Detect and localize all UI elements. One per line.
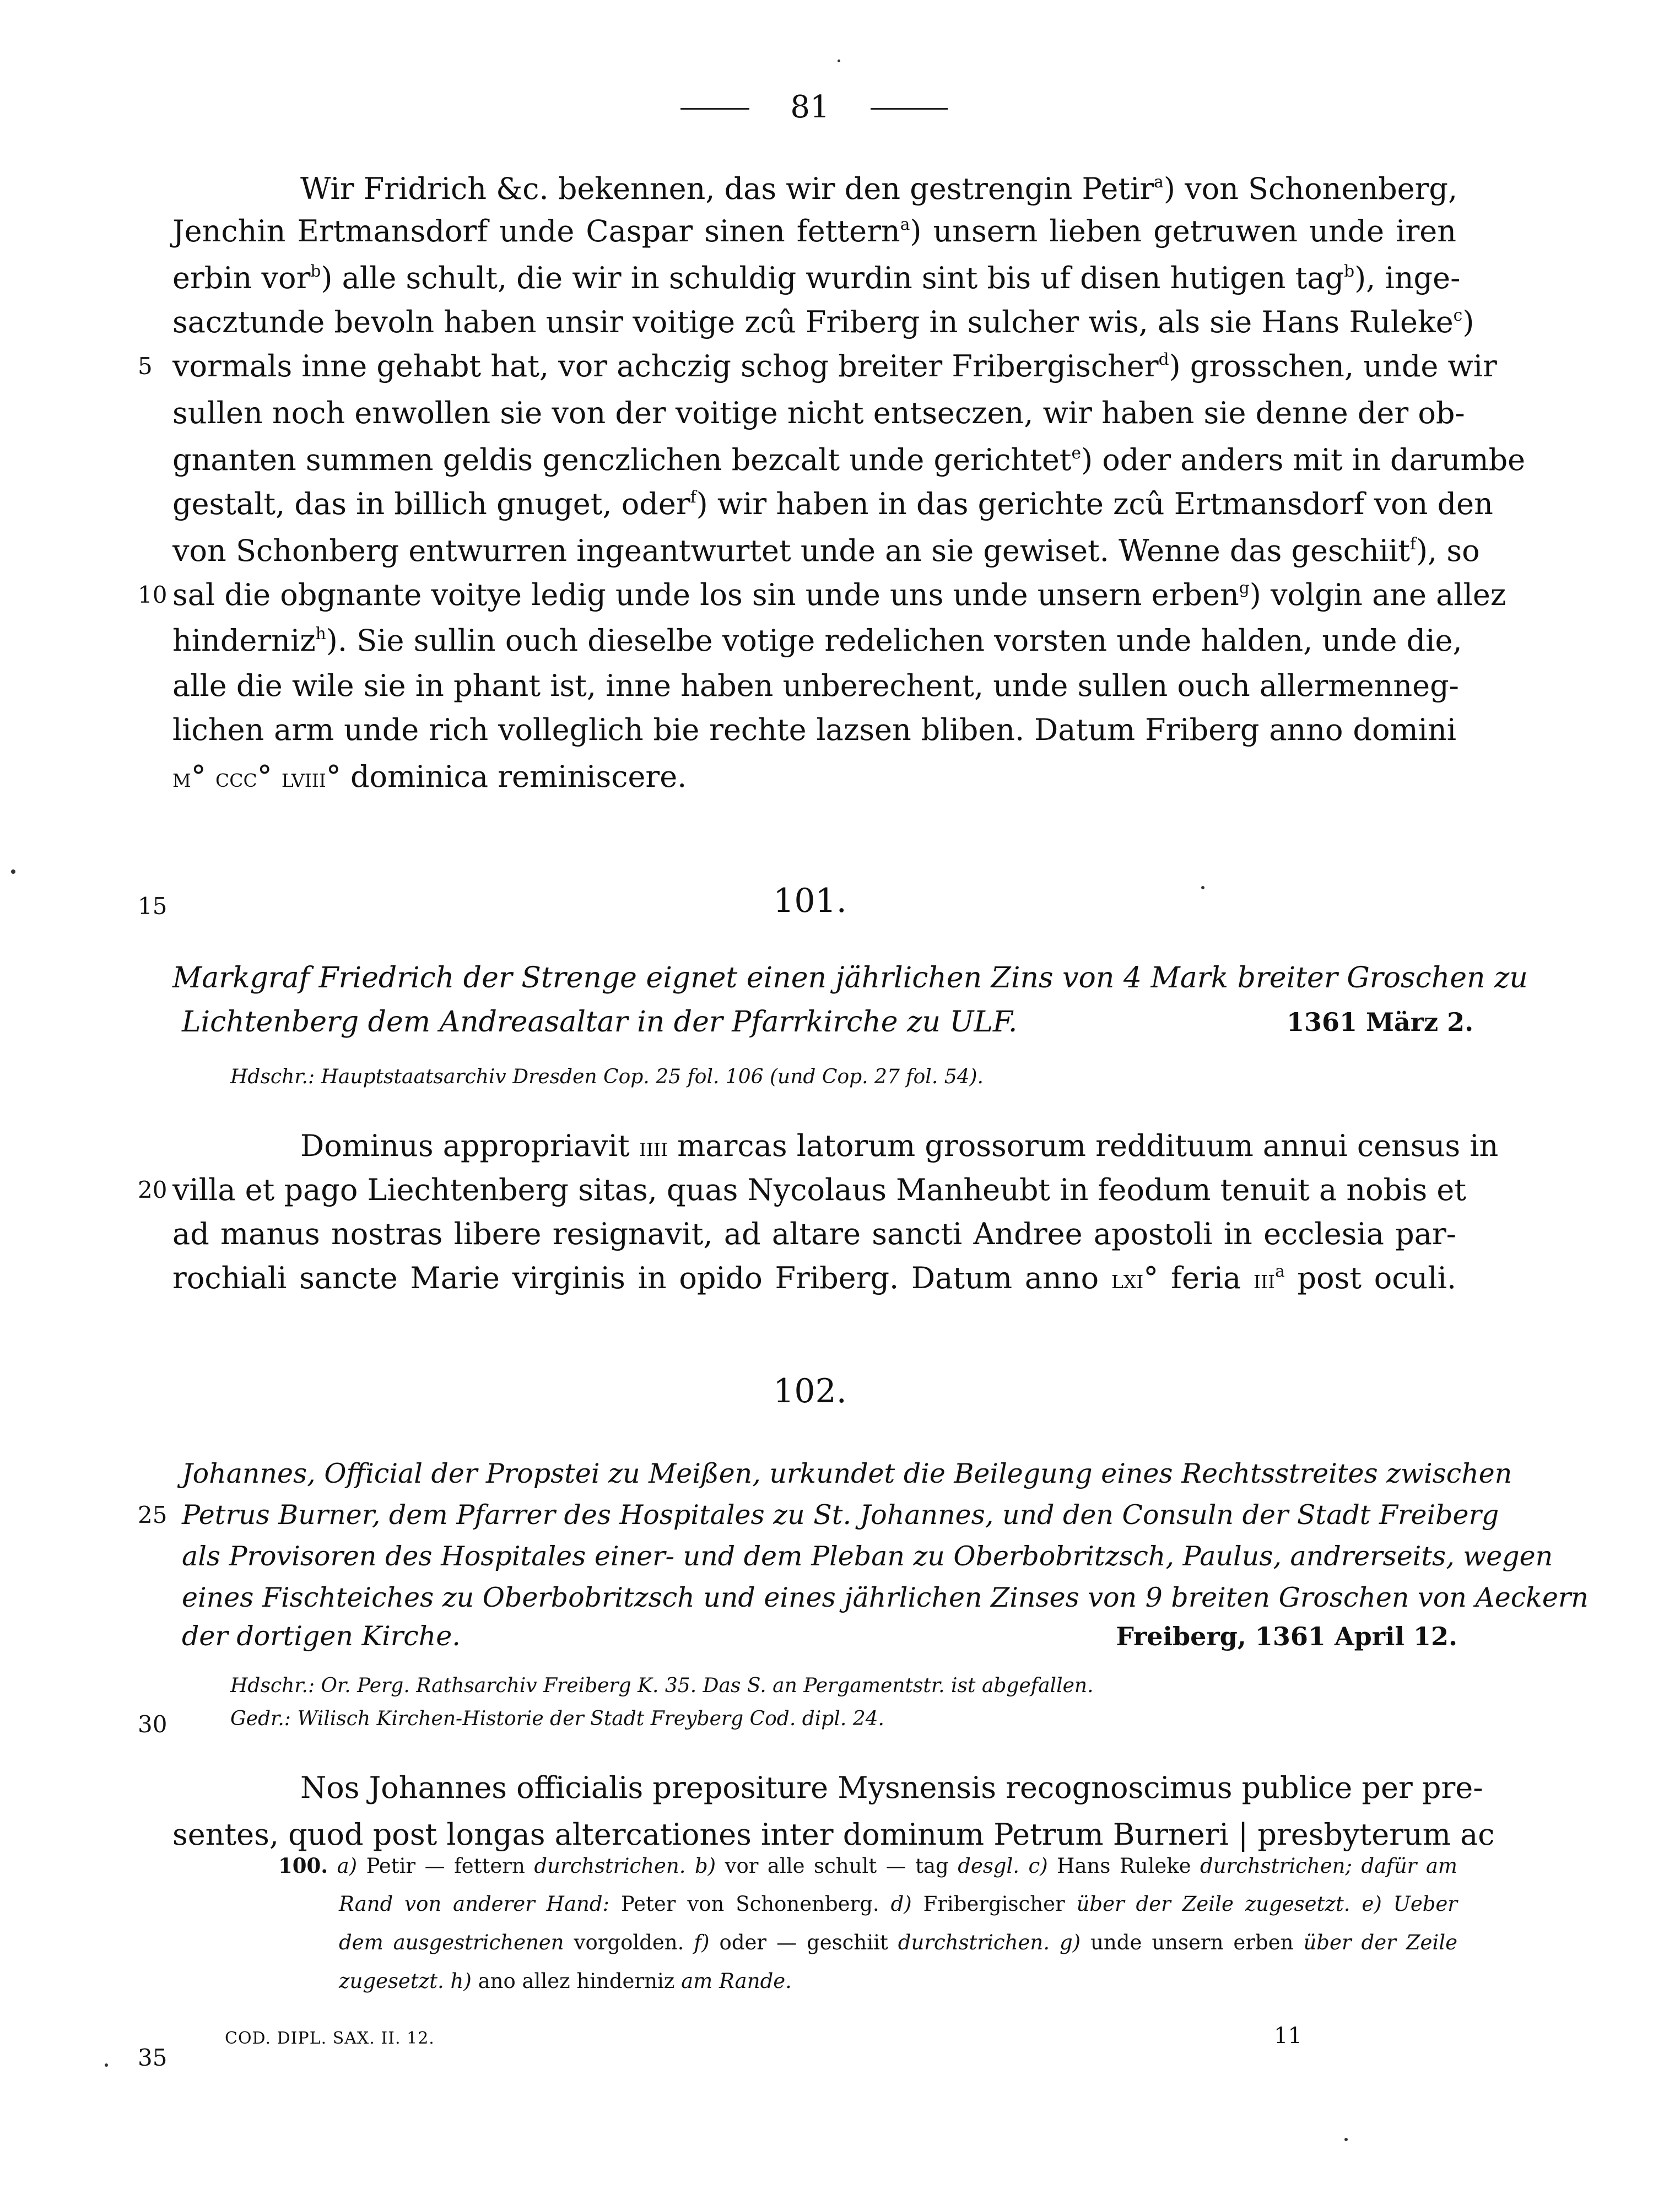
text-line: sentes, quod post longas altercationes inter dominum Petrum Burneri | presbyterum ac: [172, 1817, 1495, 1852]
line-number: 30: [138, 1711, 168, 1738]
speck: [11, 869, 15, 874]
line-number: 15: [138, 893, 168, 920]
document-number: 101.: [773, 882, 847, 920]
text-line: gnanten summen geldis genczlichen bezcalt unde gerichtet$^e$) oder anders mit in darumbe: [172, 442, 1526, 477]
text-line: alle die wile sie in phant ist, inne haben unberechent, unde sullen ouch allermenneg-: [172, 668, 1459, 703]
text-line: sal die obgnante voitye ledig unde los sin unde uns unde unsern erben$^g$) volgin ane allez: [172, 577, 1506, 612]
header-rule-left: [680, 108, 749, 110]
line-number: 20: [138, 1176, 168, 1203]
regest-line: der dortigen Kirche.: [182, 1620, 461, 1652]
line-number: 10: [138, 581, 168, 608]
regest-line: eines Fischteiches zu Oberbobritzsch und eines jährlichen Zinses von 9 breiten Groschen von Aeckern: [182, 1582, 1589, 1613]
text-line: lichen arm unde rich volleglich bie rechte lazsen bliben. Datum Friberg anno domini: [172, 712, 1456, 747]
text-line: Dominus appropriavit iiii marcas latorum grossorum reddituum annui census in: [300, 1128, 1499, 1163]
text-line: Nos Johannes officialis prepositure Mysnensis recognoscimus publice per pre-: [300, 1770, 1483, 1805]
text-line: sullen noch enwollen sie von der voitige nicht entseczen, wir haben sie denne der ob-: [172, 396, 1465, 430]
regest-line: als Provisoren des Hospitales einer- und dem Pleban zu Oberbobritzsch, Paulus, andrerseits, wegen: [182, 1541, 1553, 1572]
speck: [105, 2063, 108, 2067]
regest-line: Lichtenberg dem Andreasaltar in der Pfarrkirche zu ULF.: [182, 1006, 1018, 1039]
text-line: rochiali sancte Marie virginis in opido Friberg. Datum anno lxi° feria iii$^a$ post oculi.: [172, 1261, 1456, 1295]
speck: [1201, 886, 1204, 889]
footnote-line: Rand von anderer Hand: Peter von Schonenberg. d) Fribergischer über der Zeile zugesetzt. e) Ueber: [339, 1892, 1457, 1916]
signature-mark: COD. DIPL. SAX. II. 12.: [225, 2029, 435, 2048]
speck: [838, 60, 840, 62]
footnote-line: dem ausgestrichenen vorgolden. f) oder — geschiit durchstrichen. g) unde unsern erben über der Zeile: [339, 1931, 1457, 1954]
text-line: von Schonberg entwurren ingeantwurtet unde an sie gewiset. Wenne das geschiit$^f$), so: [172, 533, 1480, 568]
document-date: Freiberg, 1361 April 12.: [1116, 1622, 1457, 1651]
document-number: 102.: [773, 1372, 847, 1411]
document-date: 1361 März 2.: [1287, 1007, 1474, 1037]
page-number: 81: [790, 89, 830, 125]
footnote-line: zugesetzt. h) ano allez hinderniz am Rande.: [339, 1969, 792, 1993]
text-line: sacztunde bevoln haben unsir voitige zcû Friberg in sulcher wis, als sie Hans Ruleke$^c$): [172, 305, 1474, 339]
text-line: m° ccc° lviii° dominica reminiscere.: [172, 759, 687, 794]
regest-line: Johannes, Official der Propstei zu Meißen, urkundet die Beilegung eines Rechtsstreites zwischen: [182, 1458, 1512, 1489]
sheet-number: 11: [1274, 2023, 1302, 2049]
source-note: Hdschr.: Hauptstaatsarchiv Dresden Cop. 25 fol. 106 (und Cop. 27 fol. 54).: [230, 1066, 984, 1088]
text-line: Jenchin Ertmansdorf unde Caspar sinen fettern$^a$) unsern lieben getruwen unde iren: [172, 214, 1457, 248]
line-number: 25: [138, 1501, 168, 1528]
text-line: gestalt, das in billich gnuget, oder$^f$) wir haben in das gerichte zcû Ertmansdorf von den: [172, 487, 1493, 521]
text-line: erbin vor$^b$) alle schult, die wir in schuldig wurdin sint bis uf disen hutigen tag$^b$), inge-: [172, 261, 1461, 295]
source-note: Gedr.: Wilisch Kirchen-Historie der Stadt Freyberg Cod. dipl. 24.: [230, 1708, 884, 1730]
regest-line: Petrus Burner, dem Pfarrer des Hospitales zu St. Johannes, und den Consuln der Stadt Freiberg: [182, 1499, 1499, 1531]
regest-line: Markgraf Friedrich der Strenge eignet einen jährlichen Zins von 4 Mark breiter Groschen zu: [172, 961, 1528, 995]
header-rule-right: [871, 108, 948, 110]
source-note: Hdschr.: Or. Perg. Rathsarchiv Freiberg K. 35. Das S. an Pergamentstr. ist abgefallen.: [230, 1674, 1094, 1697]
text-line: ad manus nostras libere resignavit, ad altare sancti Andree apostoli in ecclesia par-: [172, 1217, 1456, 1251]
text-line: hinderniz$^h$). Sie sullin ouch dieselbe votige redelichen vorsten unde halden, unde die,: [172, 623, 1462, 658]
line-number: 35: [138, 2044, 168, 2071]
text-line: vormals inne gehabt hat, vor achczig schog breiter Fribergischer$^d$) grosschen, unde wir: [172, 349, 1497, 383]
footnote-line: 100. a) Petir — fettern durchstrichen. b) vor alle schult — tag desgl. c) Hans Ruleke durchstrichen; dafür am: [278, 1854, 1457, 1878]
line-number: 5: [138, 353, 153, 380]
text-line: Wir Fridrich &c. bekennen, das wir den gestrengin Petir$^a$) von Schonenberg,: [300, 171, 1458, 206]
text-line: villa et pago Liechtenberg sitas, quas Nycolaus Manheubt in feodum tenuit a nobis et: [172, 1172, 1467, 1207]
speck: [1344, 2138, 1348, 2141]
